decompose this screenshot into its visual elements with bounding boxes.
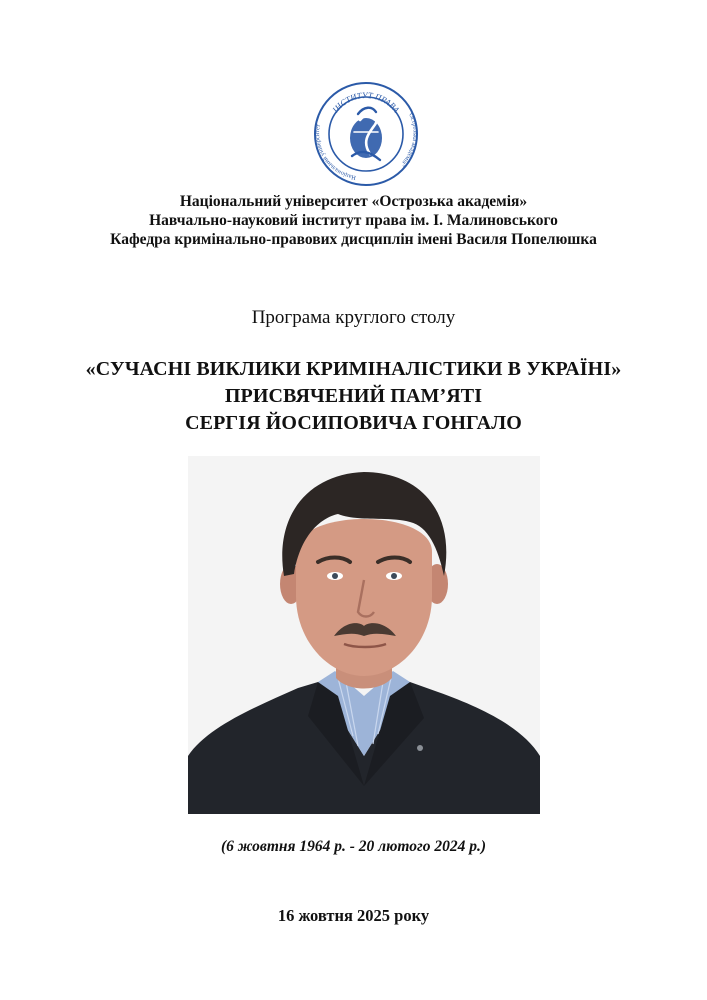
university-logo	[312, 80, 420, 188]
logo-text-top: ІНСТИТУТ ПРАВА	[330, 89, 402, 115]
svg-text:ІНСТИТУТ ПРАВА	[330, 90, 403, 115]
portrait-photo-icon	[188, 456, 540, 814]
life-dates: (6 жовтня 1964 р. - 20 лютого 2024 р.)	[220, 838, 487, 855]
institute-name: Навчально-науковий інститут права ім. І. Малиновського	[149, 212, 558, 229]
svg-text:"Острозька академія"	[399, 110, 419, 168]
program-label: Програма круглого столу	[251, 307, 456, 328]
event-title: «СУЧАСНІ ВИКЛИКИ КРИМІНАЛІСТИКИ В УКРАЇНІ»	[85, 358, 622, 380]
university-name: Національний університет «Острозька академія»	[179, 193, 528, 210]
logo-text-left: Національний університет	[314, 123, 357, 181]
logo-text-right: "Острозька академія"	[398, 109, 419, 168]
honoree-name: СЕРГІЯ ЙОСИПОВИЧА ГОНГАЛО	[185, 412, 522, 434]
svg-text:Національний університет	[314, 124, 356, 181]
dedication-line: ПРИСВЯЧЕНИЙ ПАМ’ЯТІ	[224, 385, 483, 407]
emblem-icon	[350, 108, 382, 160]
department-name: Кафедра кримінально-правових дисциплін імені Василя Попелюшка	[110, 231, 597, 248]
event-date: 16 жовтня 2025 року	[277, 906, 430, 925]
